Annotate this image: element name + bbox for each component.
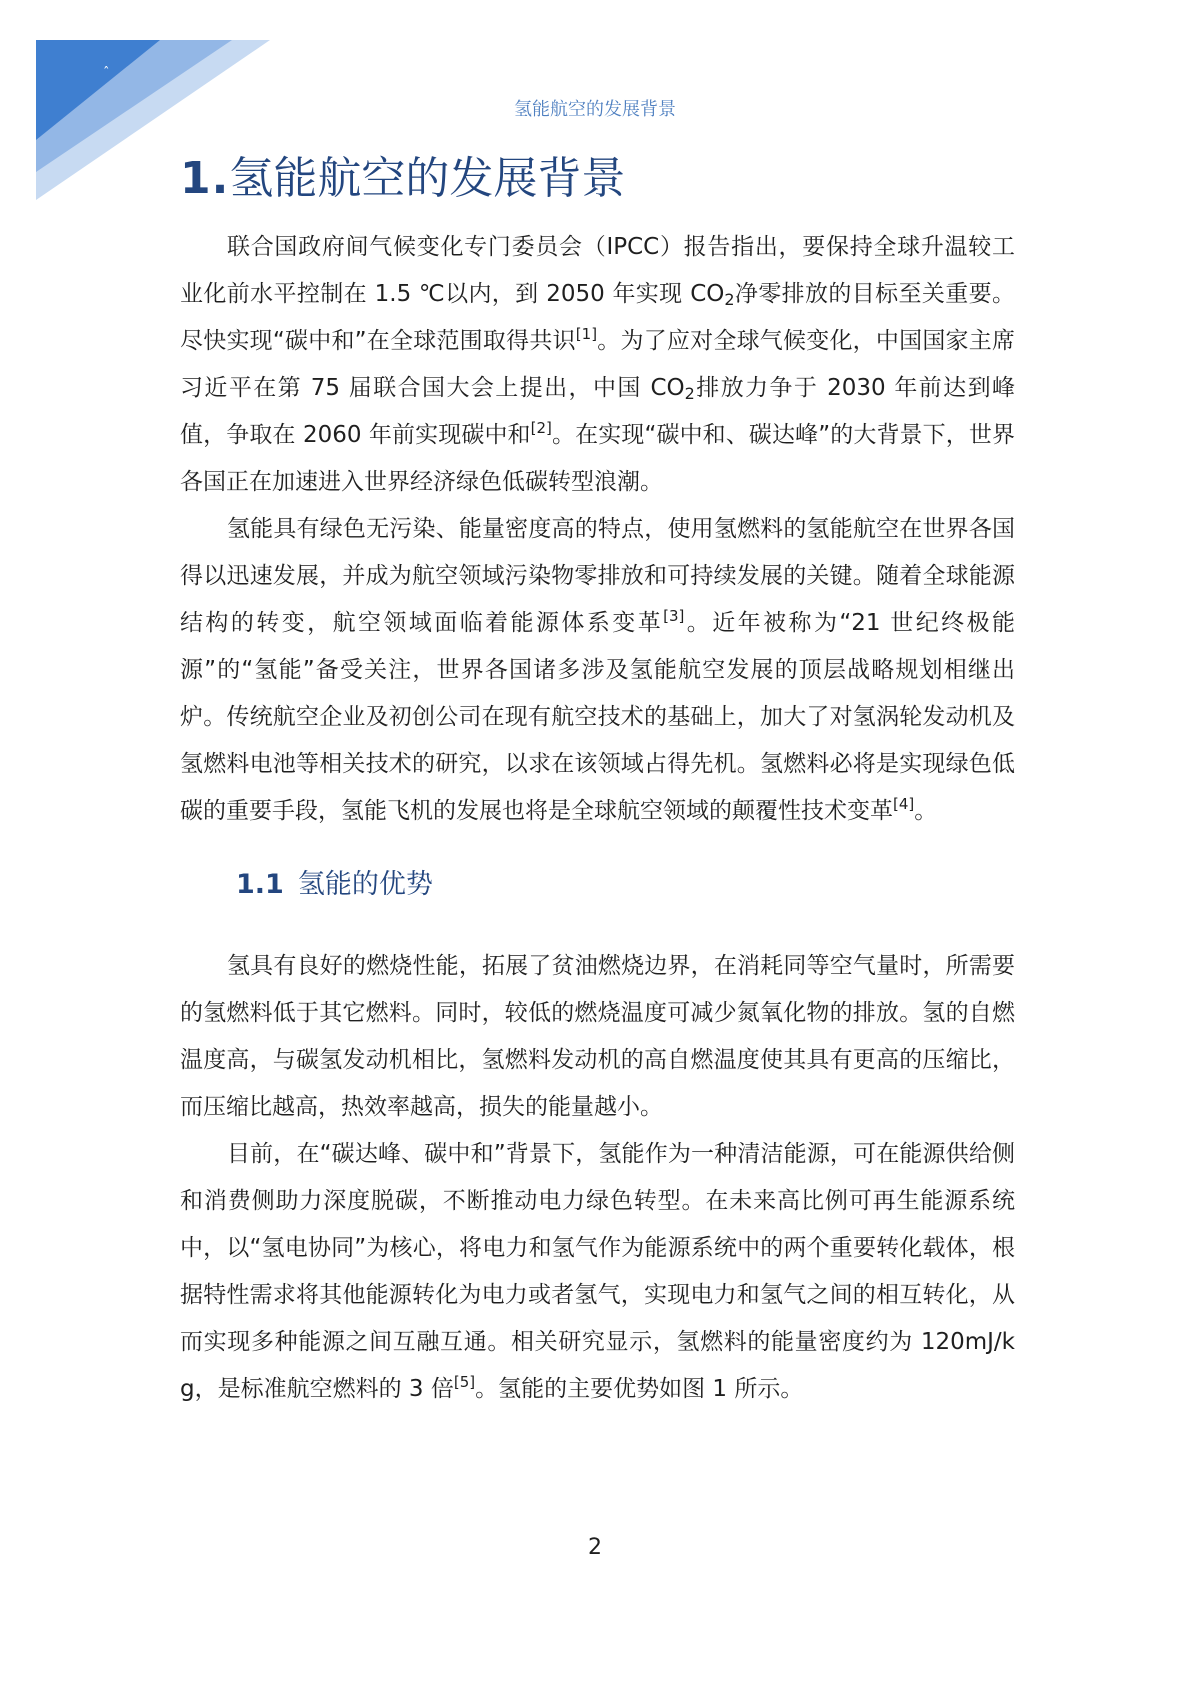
paragraph-text: 。近年被称为“21 世纪终极能源”的“氢能”备受关注，世界各国诸多涉及氢能航空发展的顶层战略规划相继出炉。传统航空企业及初创公司在现有航空技术的基础上，加大了对氢涡轮发动机及氢燃料电池等相关技术的研究，以求在该领域占得先机。氢燃料必将是实现绿色低碳的重要手段，氢能飞机的发展也将是全球航空领域的颠覆性技术变革 bbox=[180, 610, 1015, 824]
citation-superscript: [4] bbox=[893, 795, 915, 813]
section-paragraphs bbox=[180, 943, 1015, 1413]
paragraph-text: 氢能具有绿色无污染、能量密度高的特点，使用氢燃料的氢能航空在世界各国得以迅速发展，并成为航空领域污染物零排放和可持续发展的关键。随着全球能源结构的转变，航空领域面临着能源体系变革 bbox=[180, 516, 1015, 636]
section-heading bbox=[236, 863, 1015, 907]
paragraph-text: 。在实现“碳中和、碳达峰”的大背景下，世界各国正在加速进入世界经济绿色低碳转型浪潮。 bbox=[180, 422, 1015, 495]
chapter-title bbox=[180, 150, 625, 208]
subscript: 2 bbox=[684, 384, 695, 403]
document-body bbox=[180, 224, 1015, 1413]
chapter-number: 1. bbox=[180, 153, 230, 204]
body-paragraph bbox=[180, 224, 1015, 506]
paragraph-text: 目前，在“碳达峰、碳中和”背景下，氢能作为一种清洁能源，可在能源供给侧和消费侧助力深度脱碳，不断推动电力绿色转型。在未来高比例可再生能源系统中，以“氢电协同”为核心，将电力和氢气作为能源系统中的两个重要转化载体，根据特性需求将其他能源转化为电力或者氢气，实现电力和氢气之间的相互转化，从而实现多种能源之间互融互通。相关研究显示，氢燃料的能量密度约为 120mJ/kg，是标准航空燃料的 3 倍 bbox=[180, 1141, 1015, 1402]
paragraph-text: 氢具有良好的燃烧性能，拓展了贫油燃烧边界，在消耗同等空气量时，所需要的氢燃料低于其它燃料。同时，较低的燃烧温度可减少氮氧化物的排放。氢的自燃温度高，与碳氢发动机相比，氢燃料发动机的高自燃温度使其具有更高的压缩比，而压缩比越高，热效率越高，损失的能量越小。 bbox=[180, 953, 1015, 1120]
paragraph-text: 。为了应对全球气候变化，中国国家主席习近平在第 75 届联合国大会上提出，中国 CO bbox=[180, 328, 1016, 401]
citation-superscript: [3] bbox=[663, 607, 685, 625]
corner-mark: ˆ bbox=[103, 66, 110, 81]
subscript: 2 bbox=[724, 290, 735, 309]
body-paragraph bbox=[180, 506, 1015, 835]
citation-superscript: [1] bbox=[575, 325, 598, 343]
section-title-text: 氢能的优势 bbox=[297, 869, 433, 900]
running-header: 氢能航空的发展背景 bbox=[514, 99, 676, 120]
citation-superscript: [2] bbox=[530, 419, 552, 437]
body-paragraph bbox=[180, 943, 1015, 1131]
paragraph-text: 排放力争于 2030 年前达到峰值，争取在 2060 年前实现碳中和 bbox=[180, 375, 1015, 448]
section-number: 1.1 bbox=[236, 869, 284, 900]
citation-superscript: [5] bbox=[453, 1373, 476, 1391]
paragraph-text: 净零排放的目标至关重要。尽快实现“碳中和”在全球范围取得共识 bbox=[180, 281, 1015, 354]
paragraph-text: 联合国政府间气候变化专门委员会（IPCC）报告指出，要保持全球升温较工业化前水平控制在 1.5 ℃以内，到 2050 年实现 CO bbox=[180, 234, 1015, 307]
intro-paragraphs bbox=[180, 224, 1015, 835]
page-number: 2 bbox=[588, 1535, 602, 1560]
paragraph-text: 。 bbox=[914, 798, 938, 824]
body-paragraph bbox=[180, 1131, 1015, 1413]
paragraph-text: 。氢能的主要优势如图 1 所示。 bbox=[475, 1376, 804, 1402]
chapter-title-text: 氢能航空的发展背景 bbox=[229, 153, 626, 204]
